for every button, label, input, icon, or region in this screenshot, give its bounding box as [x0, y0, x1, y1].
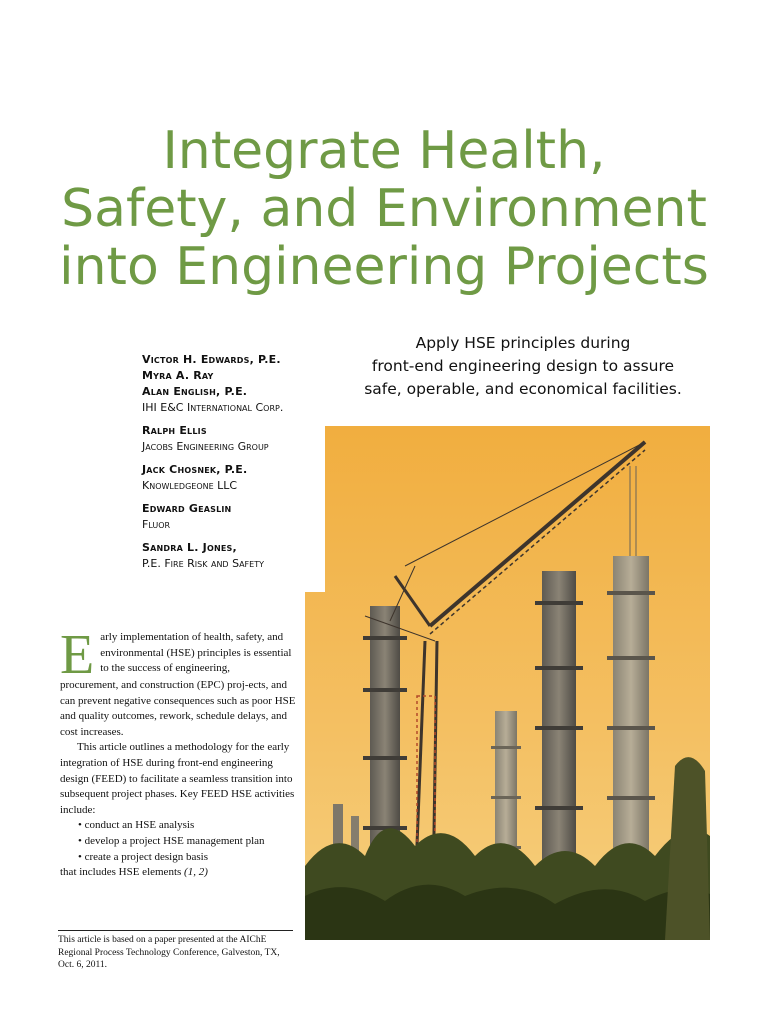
paragraph-1-lead: arly implementation of health, safety, and environmental (HSE) principles is essential to the success of engineering,: [100, 631, 292, 675]
paragraph-3-text: that includes HSE elements: [60, 866, 185, 879]
citation-ref: (1, 2): [184, 866, 208, 879]
author-group: [142, 352, 317, 416]
article-deck: [342, 332, 704, 401]
author-list: [142, 352, 317, 579]
author-name: Victor H. Edwards, P.E.: [142, 353, 281, 366]
author-affiliation: Knowledgeone LLC: [142, 479, 238, 492]
author-name: Alan English, P.E.: [142, 385, 248, 398]
list-item: • develop a project HSE management plan: [78, 834, 265, 847]
author-affiliation: P.E. Fire Risk and Safety: [142, 557, 264, 570]
footnote: This article is based on a paper presented at the AIChE Regional Process Technology Conference, Galveston, TX, Oct. 6, 2011.: [58, 935, 280, 970]
article-body: [60, 624, 300, 881]
paragraph-3: [60, 865, 300, 881]
industrial-plant-with-crane-photo: [305, 426, 710, 940]
footnote-rule: [58, 930, 293, 931]
author-group: [142, 540, 317, 572]
author-group: [142, 462, 317, 494]
list-item: • conduct an HSE analysis: [78, 819, 195, 832]
deck-line-1: Apply HSE principles during: [415, 334, 631, 352]
author-name: Sandra L. Jones,: [142, 541, 237, 554]
author-affiliation: IHI E&C International Corp.: [142, 401, 284, 414]
author-name: Jack Chosnek, P.E.: [142, 463, 248, 476]
author-affiliation: Jacobs Engineering Group: [142, 440, 269, 453]
title-line-3: into Engineering Projects: [59, 237, 709, 297]
author-group: [142, 501, 317, 533]
article-title: [0, 122, 768, 296]
paragraph-2: This article outlines a methodology for the early integration of HSE during front-end engineering design (FEED) to facilitate a seamless transition into subsequent project phases. Key FEED HSE activities include:: [60, 741, 295, 816]
photo-illustration: [305, 426, 710, 940]
author-name: Ralph Ellis: [142, 424, 207, 437]
title-line-2: Safety, and Environment: [61, 179, 707, 239]
title-line-1: Integrate Health,: [162, 121, 606, 181]
list-item: • create a project design basis: [78, 850, 208, 863]
author-name: Edward Geaslin: [142, 502, 232, 515]
author-name: Myra A. Ray: [142, 369, 214, 382]
text-wrap-cover: [295, 426, 325, 592]
author-group: [142, 423, 317, 455]
drop-cap: E: [60, 624, 95, 686]
deck-line-3: safe, operable, and economical facilities.: [364, 380, 682, 398]
activity-list: [60, 818, 300, 865]
paragraph-1-rest: procurement, and construction (EPC) proj-ects, and can prevent negative consequences such as poor HSE and quality outcomes, rework, schedule delays, and cost increases.: [60, 679, 296, 738]
deck-line-2: front-end engineering design to assure: [371, 357, 675, 375]
author-affiliation: Fluor: [142, 518, 171, 531]
